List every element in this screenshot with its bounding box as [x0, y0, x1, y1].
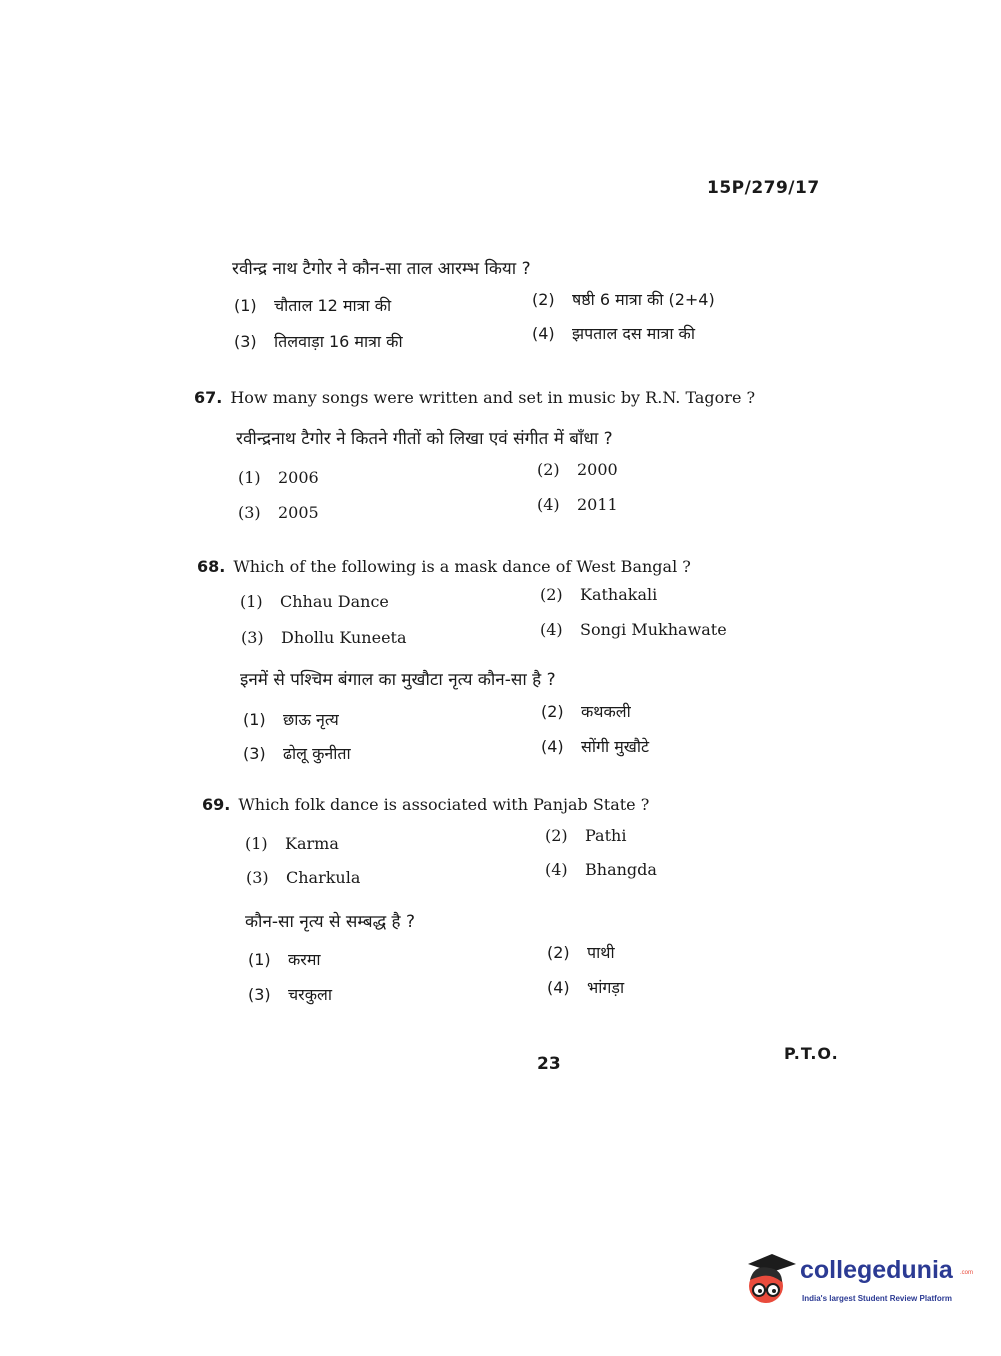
paper-code: 15P/279/17	[707, 178, 820, 198]
q69-option-3: (3) Charkula	[246, 868, 361, 887]
collegedunia-logo	[742, 1250, 972, 1312]
q68-hindi-option-3: (3) ढोलू कुनीता	[243, 744, 351, 763]
q68-option-4: (4) Songi Mukhawate	[540, 620, 727, 639]
q68-option-3: (3) Dhollu Kuneeta	[241, 628, 407, 647]
q69-hindi-option-4: (4) भांगड़ा	[547, 978, 625, 997]
q68-hindi-text: इनमें से पश्चिम बंगाल का मुखौटा नृत्य कौन-सा है ?	[240, 670, 556, 690]
pto-label: P.T.O.	[784, 1044, 839, 1063]
mascot-icon	[742, 1250, 798, 1312]
q69-option-4: (4) Bhangda	[545, 860, 657, 879]
q68-hindi-option-1: (1) छाऊ नृत्य	[243, 710, 339, 729]
q68-option-2: (2) Kathakali	[540, 585, 658, 604]
q68-hindi-option-2: (2) कथकली	[541, 702, 631, 721]
q67-option-3: (3) 2005	[238, 503, 319, 522]
q67-option-1: (1) 2006	[238, 468, 319, 487]
q69-option-2: (2) Pathi	[545, 826, 627, 845]
q66-option-2: (2) षष्ठी 6 मात्रा की (2+4)	[532, 290, 715, 309]
q66-option-1: (1) चौताल 12 मात्रा की	[234, 296, 392, 315]
logo-dotcom: .com	[960, 1270, 974, 1276]
logo-wordmark: collegedunia	[800, 1256, 953, 1284]
q69-question: 69. Which folk dance is associated with Panjab State ?	[202, 795, 650, 814]
q68-hindi-option-4: (4) सोंगी मुखौटे	[541, 737, 650, 756]
q67-option-4: (4) 2011	[537, 495, 618, 514]
q69-hindi-option-2: (2) पाथी	[547, 943, 615, 962]
q68-option-1: (1) Chhau Dance	[240, 592, 389, 611]
q66-hindi-text: रवीन्द्र नाथ टैगोर ने कौन-सा ताल आरम्भ किया ?	[232, 259, 531, 279]
q69-hindi-option-3: (3) चरकुला	[248, 985, 332, 1004]
q66-option-4: (4) झपताल दस मात्रा की	[532, 324, 695, 343]
logo-tagline: India's largest Student Review Platform	[802, 1294, 952, 1303]
q69-hindi-text: कौन-सा नृत्य से सम्बद्ध है ?	[245, 912, 416, 932]
q66-option-3: (3) तिलवाड़ा 16 मात्रा की	[234, 332, 403, 351]
q67-question: 67. How many songs were written and set in music by R.N. Tagore ?	[194, 388, 756, 407]
q67-option-2: (2) 2000	[537, 460, 618, 479]
q67-hindi-text: रवीन्द्रनाथ टैगोर ने कितने गीतों को लिखा एवं संगीत में बाँधा ?	[236, 429, 613, 449]
q69-option-1: (1) Karma	[245, 834, 339, 853]
q69-hindi-option-1: (1) करमा	[248, 950, 321, 969]
page-number: 23	[537, 1054, 561, 1074]
q68-question: 68. Which of the following is a mask dance of West Bangal ?	[197, 557, 691, 576]
